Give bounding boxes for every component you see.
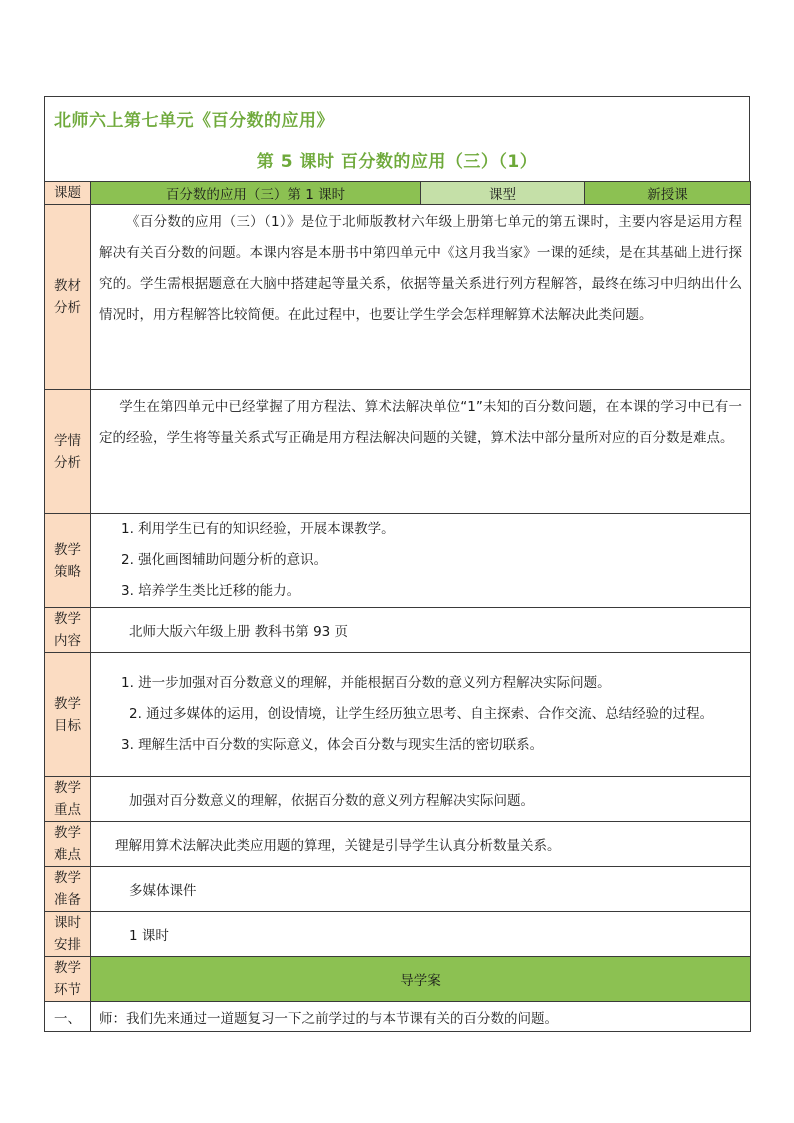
key-points-text: 加强对百分数意义的理解，依据百分数的意义列方程解决实际问题。 bbox=[91, 777, 751, 822]
schedule-label bbox=[45, 912, 91, 957]
label-line: 难点 bbox=[54, 847, 81, 863]
label-line: 教学 bbox=[54, 870, 81, 886]
lesson-title: 第 5 课时 百分数的应用（三）（1） bbox=[256, 152, 538, 172]
label-line: 分析 bbox=[54, 454, 81, 471]
label-line: 目标 bbox=[54, 717, 81, 734]
difficulties-row bbox=[45, 822, 751, 867]
document-header bbox=[44, 96, 750, 181]
strategy-row bbox=[45, 514, 751, 608]
goals-row bbox=[45, 653, 751, 777]
strategy-item: 1. 利用学生已有的知识经验，开展本课教学。 bbox=[121, 521, 395, 537]
textbook-analysis-text: 《百分数的应用（三）（1）》是位于北师版教材六年级上册第七单元的第五课时，主要内容是运用方程解决有关百分数的问题。本课内容是本册书中第四单元中《这月我当家》一课的延续，是在其基础上进行探究的。学生需根据题意在大脑中搭建起等量关系，依据等量关系进行列方程解答，最终在练习中归纳出什么情况时，用方程解答比较简便。在此过程中，也要让学生学会怎样理解算术法解决此类问题。 bbox=[91, 205, 751, 390]
label-line: 教学 bbox=[54, 960, 81, 976]
label-line: 策略 bbox=[54, 563, 81, 580]
topic-value: 百分数的应用（三）第 1 课时 bbox=[91, 182, 421, 205]
strategy-label bbox=[45, 514, 91, 608]
student-analysis-text: 学生在第四单元中已经掌握了用方程法、算术法解决单位“1”未知的百分数问题，在本课的学习中已有一定的经验，学生将等量关系式写正确是用方程法解决问题的关键，算术法中部分量所对应的百分数是难点。 bbox=[91, 390, 751, 514]
strategy-item: 3. 培养学生类比迁移的能力。 bbox=[121, 583, 301, 599]
label-line: 学情 bbox=[54, 432, 81, 449]
preparation-label bbox=[45, 867, 91, 912]
label-line: 课时 bbox=[54, 915, 81, 931]
key-points-row bbox=[45, 777, 751, 822]
topic-row bbox=[45, 182, 751, 205]
textbook-analysis-row bbox=[45, 205, 751, 390]
difficulties-text: 理解用算术法解决此类应用题的算理，关键是引导学生认真分析数量关系。 bbox=[91, 822, 751, 867]
goal-item: 3. 理解生活中百分数的实际意义，体会百分数与现实生活的密切联系。 bbox=[121, 737, 544, 753]
difficulties-label bbox=[45, 822, 91, 867]
label-line: 教学 bbox=[54, 541, 81, 558]
schedule-row bbox=[45, 912, 751, 957]
strategy-item: 2. 强化画图辅助问题分析的意识。 bbox=[121, 552, 328, 568]
goals-label bbox=[45, 653, 91, 777]
process-label bbox=[45, 957, 91, 1002]
unit-title: 北师六上第七单元《百分数的应用》 bbox=[54, 111, 334, 131]
label-line: 教学 bbox=[54, 825, 81, 841]
content-text: 北师大版六年级上册 教科书第 93 页 bbox=[91, 608, 751, 653]
lesson-type-value: 新授课 bbox=[585, 182, 751, 205]
strategy-list bbox=[91, 514, 751, 608]
goal-item: 2. 通过多媒体的运用，创设情境，让学生经历独立思考、自主探索、合作交流、总结经验的过程。 bbox=[129, 706, 714, 722]
label-line: 内容 bbox=[54, 633, 81, 649]
label-line: 教学 bbox=[54, 611, 81, 627]
label-line: 环节 bbox=[54, 982, 81, 998]
label-line: 重点 bbox=[54, 802, 81, 818]
lesson-plan-document bbox=[44, 96, 750, 1032]
goals-list bbox=[91, 653, 751, 777]
step-one-label: 一、 bbox=[45, 1002, 91, 1032]
label-line: 分析 bbox=[54, 300, 81, 316]
student-analysis-label bbox=[45, 390, 91, 514]
guide-header: 导学案 bbox=[91, 957, 751, 1002]
preparation-row bbox=[45, 867, 751, 912]
label-line: 安排 bbox=[54, 937, 81, 953]
content-row bbox=[45, 608, 751, 653]
student-analysis-row bbox=[45, 390, 751, 514]
preparation-text: 多媒体课件 bbox=[91, 867, 751, 912]
label-line: 教学 bbox=[54, 780, 81, 796]
label-line: 教学 bbox=[54, 695, 81, 712]
goal-item: 1. 进一步加强对百分数意义的理解，并能根据百分数的意义列方程解决实际问题。 bbox=[121, 675, 611, 691]
schedule-text: 1 课时 bbox=[91, 912, 751, 957]
step-one-text: 师：我们先来通过一道题复习一下之前学过的与本节课有关的百分数的问题。 bbox=[91, 1002, 751, 1032]
lesson-type-label: 课型 bbox=[421, 182, 585, 205]
lesson-plan-table bbox=[44, 181, 751, 1032]
content-label bbox=[45, 608, 91, 653]
process-row bbox=[45, 957, 751, 1002]
label-line: 教材 bbox=[54, 278, 81, 294]
textbook-analysis-label bbox=[45, 205, 91, 390]
key-points-label bbox=[45, 777, 91, 822]
label-line: 准备 bbox=[54, 892, 81, 908]
topic-label: 课题 bbox=[45, 182, 91, 205]
step-one-row bbox=[45, 1002, 751, 1032]
